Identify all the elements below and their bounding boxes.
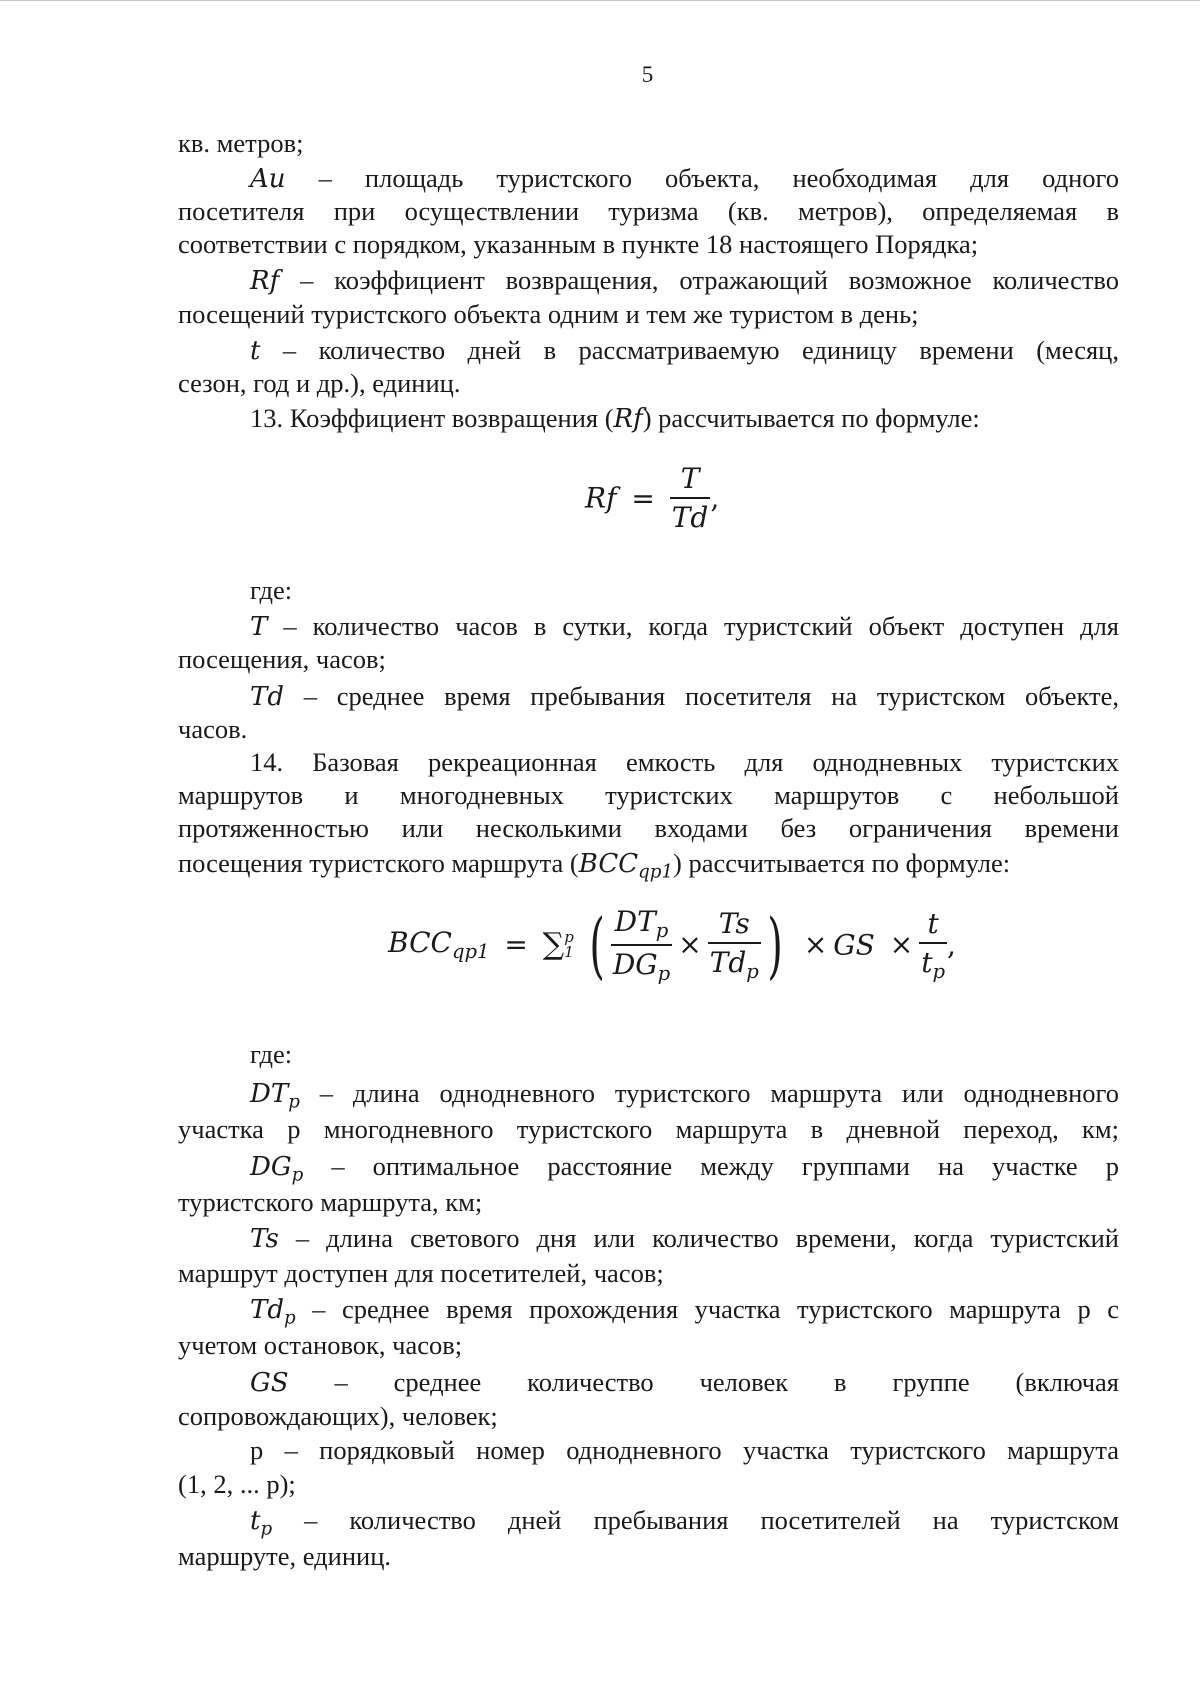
formula-rf	[585, 462, 719, 534]
text-run: 13. Коэффициент возвращения (	[250, 403, 614, 433]
formula-comma: ,	[947, 928, 956, 962]
formula-lhs	[388, 926, 490, 964]
text-line: посещений туристского объекта одним и тем же туристом в день;	[178, 299, 919, 329]
text-run: – количество часов в сутки, когда туристский объект доступен для	[267, 611, 1119, 641]
fraction-denominator: Td	[671, 501, 709, 534]
text-line: маршрутов и многодневных туристских маршрутов с небольшой	[178, 780, 1119, 810]
text-line: 14. Базовая рекреационная емкость для однодневных туристских	[250, 747, 1119, 777]
text-run: – оптимальное расстояние между группами на участке р	[303, 1151, 1119, 1181]
fraction	[708, 907, 761, 983]
text-line	[250, 610, 1119, 643]
symbol-subscript: p	[284, 1307, 296, 1329]
text-line	[178, 847, 1119, 888]
text-line: посещения, часов;	[178, 644, 386, 674]
text-line: где:	[250, 575, 293, 605]
symbol-subscript: p	[288, 1091, 300, 1113]
text-run: – длина светового дня или количество времени, когда туристский	[278, 1223, 1119, 1253]
math-symbol: Au	[250, 164, 286, 194]
text-line: посетителя при осуществлении туризма (кв. метров), определяемая в	[178, 196, 1119, 226]
symbol-base: Td	[709, 945, 747, 979]
text-run: – среднее количество человек в группе (включая	[288, 1367, 1119, 1397]
fraction-numerator: T	[670, 462, 711, 499]
symbol-base: DT	[250, 1079, 289, 1109]
symbol-subscript: qp1	[638, 861, 674, 883]
equals-sign: =	[504, 928, 528, 962]
text-run: – количество дней в рассматриваемую единицу времени (месяц,	[260, 335, 1119, 365]
text-line: кв. метров;	[178, 128, 304, 158]
text-line: туристского маршрута, км;	[178, 1187, 483, 1217]
text-line: маршрут доступен для посетителей, часов;	[178, 1258, 664, 1288]
math-symbol	[250, 1506, 273, 1540]
math-symbol: Td	[250, 682, 284, 712]
text-run: ) рассчитывается по формуле:	[673, 848, 1011, 878]
sum-lower: 1	[564, 942, 574, 961]
gs-symbol: GS	[833, 928, 875, 962]
symbol-base: t	[921, 945, 933, 979]
text-line: часов.	[178, 714, 248, 744]
math-symbol: Rf	[250, 266, 280, 296]
math-symbol	[250, 1079, 300, 1113]
times-sign: ×	[803, 928, 828, 962]
fraction-denominator	[919, 944, 947, 983]
fraction-numerator	[611, 905, 672, 946]
text-run: – среднее время прохождения участка туристского маршрута р с	[295, 1294, 1119, 1324]
formula-comma: ,	[710, 481, 720, 515]
symbol-base: BCC	[578, 849, 639, 879]
text-line	[250, 162, 1119, 195]
fraction	[611, 905, 672, 985]
symbol-base: DT	[614, 905, 656, 938]
sum-upper: p	[564, 927, 574, 946]
text-line: протяженностью или несколькими входами без ограничения времени	[178, 813, 1119, 843]
fraction-numerator: t	[919, 907, 947, 944]
symbol-subscript: p	[291, 1164, 304, 1186]
symbol-base: DG	[250, 1152, 292, 1182]
fraction-numerator: Ts	[708, 907, 761, 944]
equals-sign: =	[631, 481, 655, 515]
text-line	[250, 402, 1119, 435]
text-run: – коэффициент возвращения, отражающий возможное количество	[279, 265, 1119, 295]
left-paren: (	[589, 902, 605, 987]
fraction	[919, 907, 947, 983]
math-symbol: t	[250, 336, 261, 366]
times-sign: ×	[889, 928, 914, 962]
fraction	[670, 462, 711, 534]
sum-symbol: ∑	[542, 927, 565, 963]
text-line: соответствии с порядком, указанным в пункте 18 настоящего Порядка;	[178, 229, 979, 259]
math-symbol	[250, 1295, 296, 1329]
symbol-base: DG	[612, 947, 658, 981]
text-run: – площадь туристского объекта, необходимая для одного	[285, 163, 1119, 193]
text-line: (1, 2, ... р);	[178, 1469, 296, 1499]
math-symbol: GS	[250, 1368, 289, 1398]
formula-lhs: Rf	[585, 481, 617, 515]
formula-bcc	[388, 902, 956, 987]
page-number: 5	[641, 62, 654, 87]
math-symbol: Rf	[613, 404, 643, 434]
fraction-denominator	[611, 946, 672, 985]
text-line: участка р многодневного туристского маршрута в дневной переход, км;	[178, 1114, 1119, 1144]
symbol-subscript: qp1	[451, 940, 490, 964]
text-line: сопровождающих), человек;	[178, 1401, 498, 1431]
math-symbol	[250, 1152, 304, 1186]
text-line	[250, 264, 1119, 297]
fraction-denominator	[708, 944, 761, 983]
scan-top-border	[0, 0, 1200, 3]
symbol-base: t	[250, 1506, 261, 1536]
text-line: сезон, год и др.), единиц.	[178, 368, 461, 398]
text-line: р – порядковый номер однодневного участка туристского маршрута	[250, 1435, 1119, 1465]
symbol-subscript: p	[657, 961, 671, 985]
math-symbol	[578, 849, 674, 883]
math-symbol: T	[250, 612, 268, 642]
right-paren: )	[767, 902, 783, 987]
text-line	[250, 1366, 1119, 1399]
symbol-base: BCC	[388, 926, 452, 960]
symbol-subscript: p	[655, 918, 669, 942]
text-run: посещения туристского маршрута (	[178, 848, 579, 878]
sum-limits	[564, 927, 574, 961]
symbol-subscript: p	[260, 1518, 273, 1540]
text-run: – длина однодневного туристского маршрута или однодневного	[299, 1078, 1119, 1108]
times-sign: ×	[678, 928, 702, 962]
symbol-base: Td	[250, 1295, 284, 1325]
math-symbol: Ts	[250, 1224, 279, 1254]
symbol-subscript: p	[746, 959, 759, 983]
text-line	[250, 334, 1119, 367]
text-line: где:	[250, 1039, 293, 1069]
text-run: – среднее время пребывания посетителя на туристском объекте,	[284, 681, 1119, 711]
text-run: ) рассчитывается по формуле:	[642, 403, 980, 433]
text-line: учетом остановок, часов;	[178, 1330, 463, 1360]
text-line	[250, 1222, 1119, 1255]
symbol-subscript: p	[932, 959, 946, 983]
text-line	[250, 680, 1119, 713]
text-run: – количество дней пребывания посетителей на туристском	[272, 1505, 1119, 1535]
text-line: маршруте, единиц.	[178, 1541, 391, 1571]
